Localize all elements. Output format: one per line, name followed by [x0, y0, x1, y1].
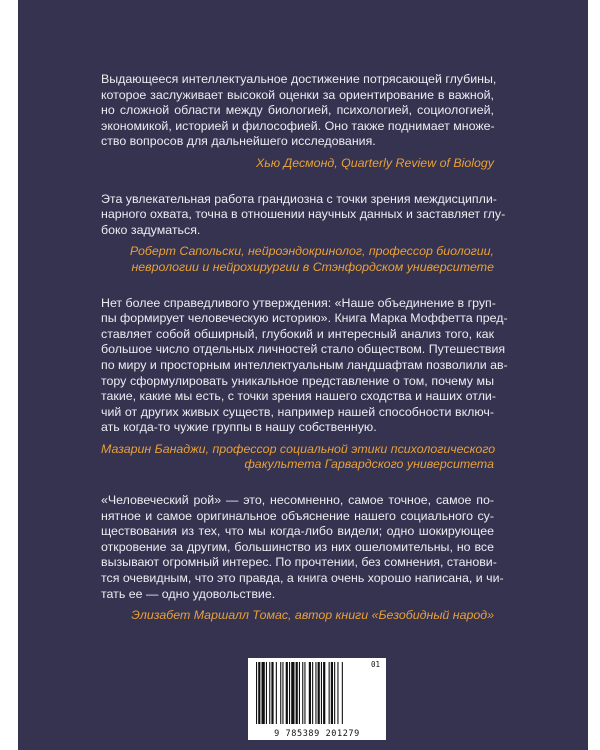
reviews-section [101, 72, 508, 644]
review-quote-line: Выдающееся интеллектуальное достижение потрясающей глубины, [101, 72, 497, 86]
review-quote-line: откровение за другим, большинство из них ошеломительны, но все [101, 539, 494, 554]
review-block [101, 493, 504, 624]
review-author-line: Хью Десмонд, Quarterly Review of Biology [255, 155, 494, 170]
review-quote-line: ществования из тех, что мы когда-либо видели; одно шокирующее [101, 524, 494, 539]
review-quote-line: нарного охвата, точна в отношении научных данных и заставляет глу- [101, 207, 506, 222]
review-author-line: Роберт Сапольски, нейроэндокринолог, профессор биологии, [129, 244, 494, 259]
review-quote-line: такие, какие мы есть, с точки зрения нашего сходства и наших отли- [101, 389, 496, 404]
barcode-bars [248, 658, 386, 730]
review-author-line: Мазарин Банаджи, профессор социальной этики психологического [101, 441, 496, 456]
review-quote-line: экономикой, историей и философией. Оно также поднимает множе- [101, 118, 495, 133]
review-quote-line: боко задуматься. [101, 222, 201, 237]
review-quote-line: чий от других живых существ, например нашей способности включ- [101, 404, 494, 419]
review-quote-line: тору сформулировать уникальное представление о том, почему мы [101, 373, 494, 388]
review-block [101, 191, 506, 276]
review-author [101, 244, 494, 275]
review-author [101, 608, 494, 624]
review-block [101, 295, 508, 474]
review-quote-line: Нет более справедливого утверждения: «Наше объединение в груп- [101, 295, 496, 310]
review-quote-line: но сложной области между биологией, психологией, социологией, [101, 103, 494, 118]
barcode-addon: 01 [370, 660, 380, 669]
review-quote-line: ство вопросов для дальнейшего исследования. [101, 134, 376, 149]
review-quote-line: тся очевидным, что это правда, а книга очень хорошо написана, и чи- [101, 571, 504, 586]
review-quote-line: ставляет собой обширный, глубокий и интересный анализ того, как [101, 326, 494, 341]
review-quote [101, 72, 497, 150]
review-quote-line: пы формирует человеческую историю». Книга Марка Моффетта пред- [101, 311, 508, 326]
review-quote [101, 295, 508, 436]
review-author-line: Элизабет Маршалл Томас, автор книги «Безобидный народ» [131, 608, 494, 623]
review-quote [101, 191, 506, 239]
book-back-cover [18, 0, 588, 750]
review-author-line: факультета Гарвардского университета [244, 457, 494, 472]
review-quote-line: которое заслуживает высокой оценки за ориентирование в важной, [101, 87, 494, 102]
review-author-line: неврологии и нейрохирургии в Стэнфордском университете [131, 259, 494, 274]
review-quote-line: ать когда-то чужие группы в нашу собственную. [101, 420, 377, 435]
review-quote-line: большое число отдельных личностей стало обществом. Путешествия [101, 342, 506, 357]
review-quote-line: нятное и самое оригинальное объяснение нашего социального су- [101, 508, 494, 523]
review-quote-line: вызывают огромный интерес. По прочтении, без сомнения, станови- [101, 555, 497, 570]
review-block [101, 72, 497, 172]
review-author [101, 156, 494, 172]
review-quote-line: Эта увлекательная работа грандиозна с точки зрения междисципли- [101, 191, 497, 206]
isbn-barcode [248, 658, 386, 740]
review-quote [101, 493, 504, 602]
review-quote-line: по миру и просторным интеллектуальным ландшафтам позволили ав- [101, 357, 508, 372]
review-quote-line: тать ее — одно удовольствие. [101, 586, 276, 601]
review-author [101, 442, 494, 473]
barcode-digits: 9 785389 201279 [274, 729, 360, 739]
review-quote-line: «Человеческий рой» — это, несомненно, самое точное, самое по- [101, 493, 494, 508]
